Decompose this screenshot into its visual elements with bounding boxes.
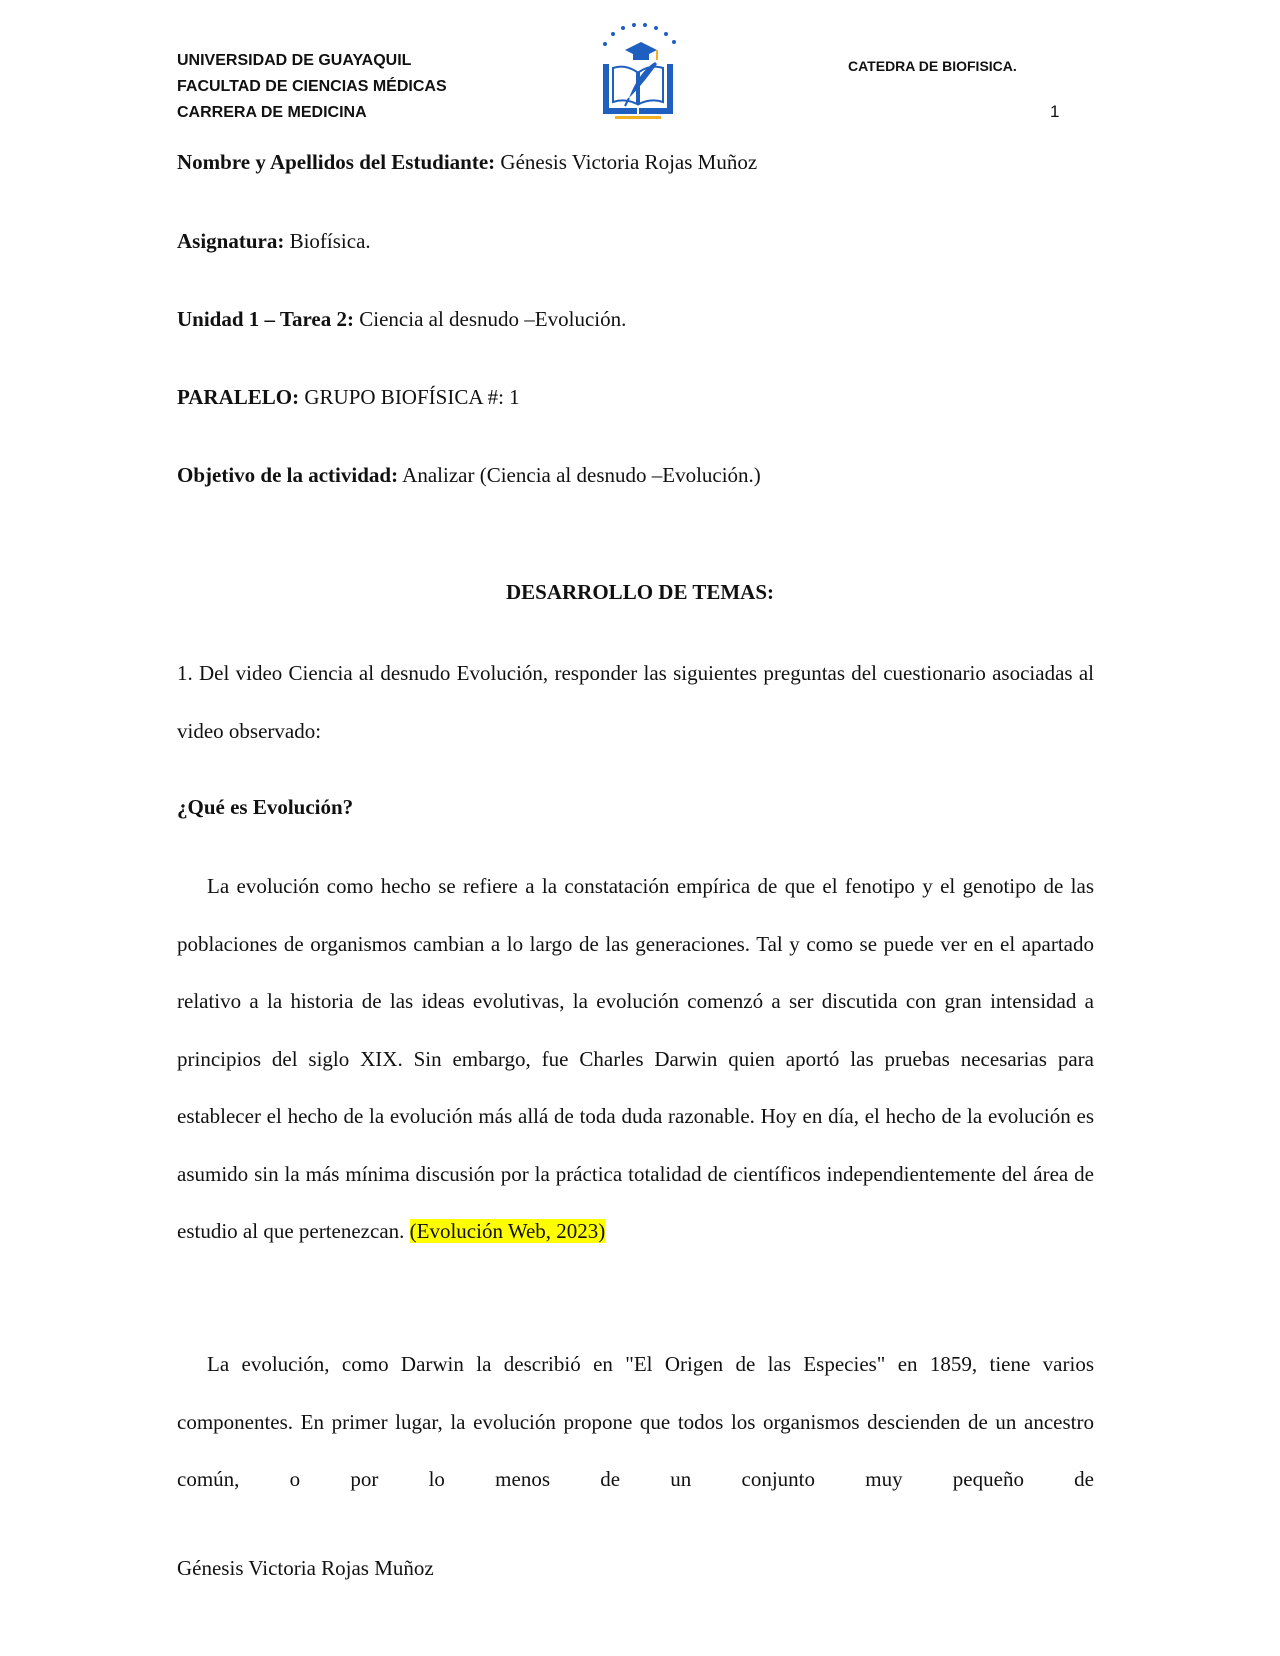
parallel-value: GRUPO BIOFÍSICA #: 1 xyxy=(304,385,520,409)
university-crest-icon xyxy=(595,18,681,122)
subject-label: Asignatura: xyxy=(177,229,285,253)
student-name-value: Génesis Victoria Rojas Muñoz xyxy=(500,150,758,174)
university-name: UNIVERSIDAD DE GUAYAQUIL xyxy=(177,52,412,69)
faculty-name: FACULTAD DE CIENCIAS MÉDICAS xyxy=(177,78,447,95)
parallel-label: PARALELO: xyxy=(177,385,300,409)
institution-header xyxy=(177,48,447,126)
objective-line xyxy=(177,463,761,488)
subject-line xyxy=(177,229,371,254)
intro-text: 1. Del video Ciencia al desnudo Evolución, responder las siguientes preguntas del cuestionario asociadas al video observado: xyxy=(177,661,1094,743)
parallel-line xyxy=(177,385,520,410)
page-number: 1 xyxy=(1050,102,1060,121)
objective-value: Analizar (Ciencia al desnudo –Evolución.) xyxy=(402,463,761,487)
paragraph-2 xyxy=(177,1336,1094,1509)
student-name-label: Nombre y Apellidos del Estudiante: xyxy=(177,150,496,174)
unit-task-label: Unidad 1 – Tarea 2: xyxy=(177,307,354,331)
unit-task-value: Ciencia al desnudo –Evolución. xyxy=(359,307,627,331)
question-heading: ¿Qué es Evolución? xyxy=(177,795,354,819)
student-name-line xyxy=(177,150,757,175)
paragraph-1-body: La evolución como hecho se refiere a la constatación empírica de que el fenotipo y el genotipo de las poblaciones de organismos cambian a lo largo de las generaciones. Tal y como se puede ver en el apartado relativo a la historia de las ideas evolutivas, la evolución comenzó a ser discutida con gran intensidad a principios del siglo XIX. Sin embargo, fue Charles Darwin quien aportó las pruebas necesarias para establecer el hecho de la evolución más allá de toda duda razonable. Hoy en día, el hecho de la evolución es asumido sin la más mínima discusión por la práctica totalidad de científicos independientemente del área de estudio al que pertenezcan. xyxy=(177,874,1094,1243)
section-title: DESARROLLO DE TEMAS: xyxy=(506,580,774,604)
unit-task-line xyxy=(177,307,626,332)
intro-paragraph xyxy=(177,645,1094,760)
paragraph-1 xyxy=(177,858,1094,1261)
chair-name: CATEDRA DE BIOFISICA. xyxy=(848,58,1017,74)
subject-value: Biofísica. xyxy=(289,229,371,253)
paragraph-2-text: La evolución, como Darwin la describió en "El Origen de las Especies" en 1859, tiene varios componentes. En primer lugar, la evolución propone que todos los organismos descienden de un ancestro común, o por lo menos de un conjunto muy pequeño de xyxy=(177,1352,1094,1491)
objective-label: Objetivo de la actividad: xyxy=(177,463,399,487)
career-name: CARRERA DE MEDICINA xyxy=(177,104,367,121)
paragraph-1-text xyxy=(177,858,1094,1261)
footer-author: Génesis Victoria Rojas Muñoz xyxy=(177,1556,434,1580)
citation-highlight: (Evolución Web, 2023) xyxy=(409,1219,606,1243)
